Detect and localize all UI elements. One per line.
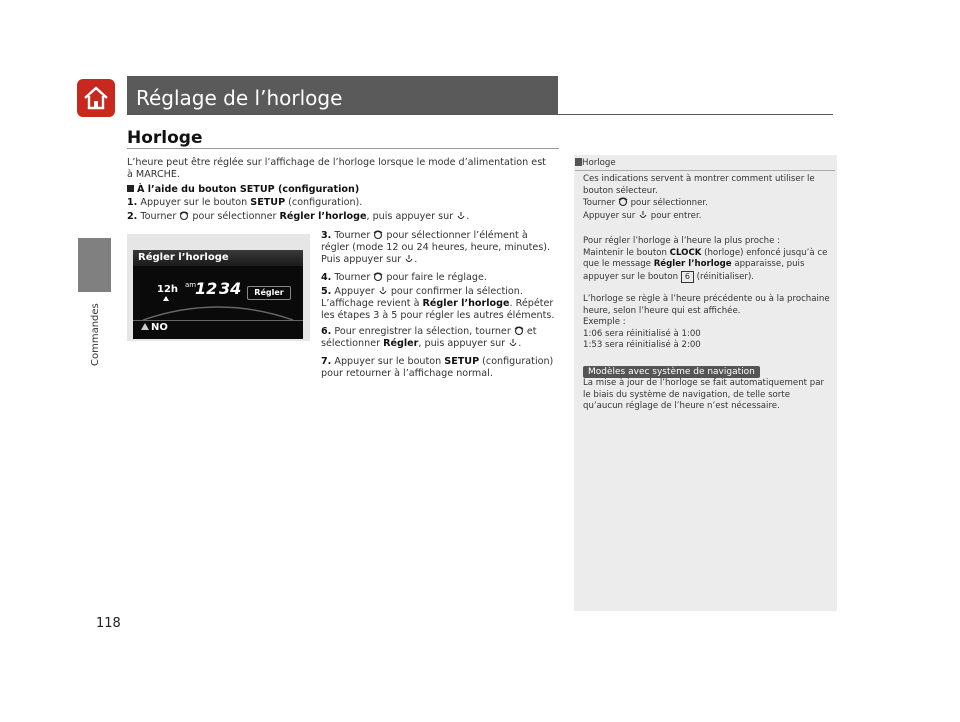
press-knob-icon <box>378 286 388 296</box>
page-number: 118 <box>96 616 121 631</box>
navigation-models-badge: Modèles avec système de navigation <box>583 366 760 378</box>
sidebar-p1: Ces indications servent à montrer comment utiliser le bouton sélecteur. Tourner pour sélectionner. Appuyer sur pour entrer. <box>583 174 815 221</box>
sidebar-p2: Pour régler l’horloge à l’heure la plus proche : Maintenir le bouton CLOCK (horloge) enfoncé jusqu’à ce que le message Régler l’horloge apparaisse, puis appuyer sur le bouton 6 (réinitialiser). <box>583 236 828 282</box>
screen-title: Régler l’horloge <box>138 252 229 263</box>
home-icon[interactable] <box>77 79 115 117</box>
subheading: À l’aide du bouton SETUP (configuration) <box>127 184 547 196</box>
selector-dial-icon <box>514 326 524 336</box>
sidebar-p3: L’horloge se règle à l’heure précédente ou à la prochaine heure, selon l’heure qui est affichée. Exemple : 1:06 sera réinitialisé à 1:00 1:53 sera réinitialisé à 2:00 <box>583 294 830 350</box>
step-5: 5. Appuyer pour confirmer la sélection. L’affichage revient à Régler l’horloge. Répéter les étapes 3 à 5 pour régler les autres éléments. <box>321 286 555 322</box>
sidebar-title-rule <box>575 170 835 171</box>
step-7: 7. Appuyer sur le bouton SETUP (configuration) pour retourner à l’affichage normal. <box>321 356 554 380</box>
preset-6-key-icon: 6 <box>681 271 694 283</box>
minute-value: 34 <box>219 279 242 298</box>
title-underline <box>127 114 833 115</box>
regler-button[interactable]: Régler <box>247 286 291 300</box>
chapter-label: Commandes <box>90 303 101 366</box>
cancel-option[interactable]: NO <box>151 322 168 333</box>
display-screen <box>133 250 303 339</box>
mode-label: 12h <box>157 284 179 295</box>
hour-value: 12 <box>195 279 218 298</box>
selector-dial-icon <box>618 197 628 207</box>
selector-dial-icon <box>373 230 383 240</box>
intro-paragraph: L’heure peut être réglée sur l’affichage de l’horloge lorsque le mode d’alimentation est à MARCHE. <box>127 157 546 181</box>
step-3: 3. Tourner pour sélectionner l’élément à régler (mode 12 ou 24 heures, heure, minutes). Puis appuyer sur . <box>321 230 551 266</box>
note-marker-icon <box>575 158 582 166</box>
press-knob-icon <box>404 254 414 264</box>
press-knob-icon <box>456 211 466 221</box>
sidebar-title: Horloge <box>575 158 616 170</box>
step-2: 2. Tourner pour sélectionner Régler l’horloge, puis appuyer sur . <box>127 211 470 222</box>
section-heading: Horloge <box>127 128 203 148</box>
press-knob-icon <box>508 338 518 348</box>
sidebar-p4: La mise à jour de l’horloge se fait automatiquement par le biais du système de navigation, de telle sorte qu’aucun réglage de l’heure n’est nécessaire. <box>583 378 825 411</box>
step-4: 4. Tourner pour faire le réglage. <box>321 272 487 283</box>
page-title: Réglage de l’horloge <box>136 86 343 110</box>
step-6: 6. Pour enregistrer la sélection, tourner et sélectionner Régler, puis appuyer sur . <box>321 326 537 350</box>
square-bullet-icon <box>127 185 134 192</box>
section-rule <box>127 148 559 149</box>
press-knob-icon <box>638 210 648 220</box>
arc-decoration <box>133 300 303 322</box>
ampm-label: am <box>185 281 197 289</box>
selector-dial-icon <box>179 211 189 221</box>
step-1: 1. Appuyer sur le bouton SETUP (configuration). <box>127 197 363 208</box>
warning-triangle-icon <box>141 323 149 330</box>
chapter-tab[interactable] <box>78 238 111 292</box>
selector-dial-icon <box>373 272 383 282</box>
